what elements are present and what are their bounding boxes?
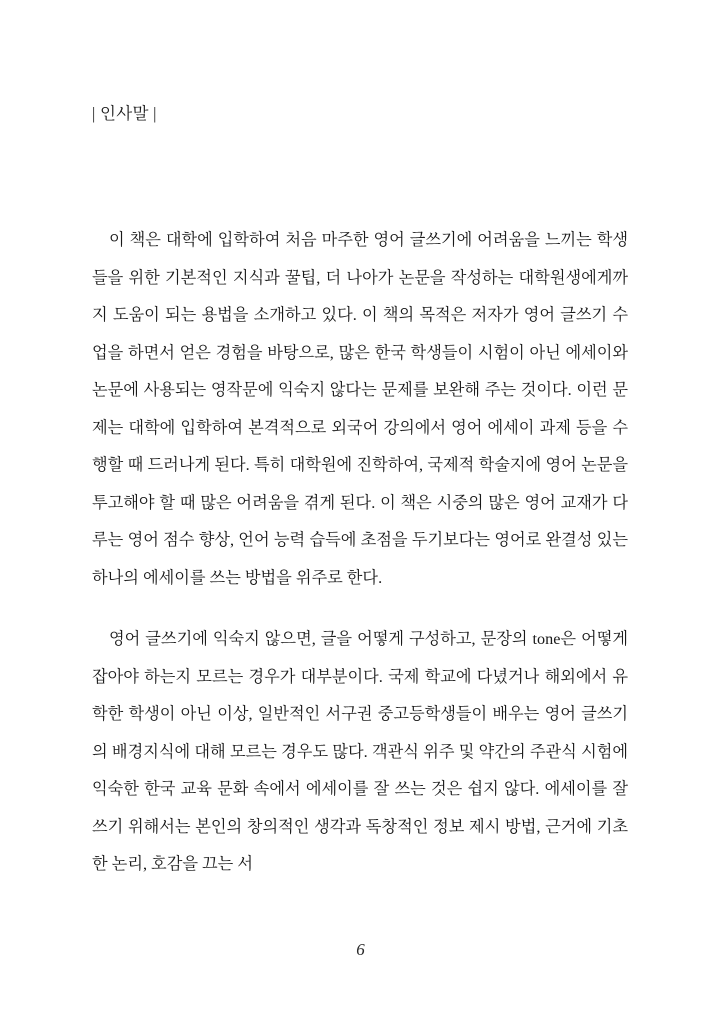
paragraph-1 [92, 222, 628, 597]
paragraph-2-text: 영어 글쓰기에 익숙지 않으면, 글을 어떻게 구성하고, 문장의 tone은 어떻게 잡아야 하는지 모르는 경우가 대부분이다. 국제 학교에 다녔거나 해외에서 유학한 학생이 아닌 이상, 일반적인 서구권 중고등학생들이 배우는 영어 글쓰기의 배경지식에 대해 모르는 경우도 많다. 객관식 위주 및 약간의 주관식 시험에 익숙한 한국 교육 문화 속에서 에세이를 잘 쓰는 것은 쉽지 않다. 에세이를 잘 쓰기 위해서는 본인의 창의적인 생각과 독창적인 정보 제시 방법, 근거에 기초한 논리, 호감을 끄는 서 [92, 630, 628, 873]
paragraph-1-text: 이 책은 대학에 입학하여 처음 마주한 영어 글쓰기에 어려움을 느끼는 학생들을 위한 기본적인 지식과 꿀팁, 더 나아가 논문을 작성하는 대학원생에게까지 도움이 되는 용법을 소개하고 있다. 이 책의 목적은 저자가 영어 글쓰기 수업을 하면서 얻은 경험을 바탕으로, 많은 한국 학생들이 시험이 아닌 에세이와 논문에 사용되는 영작문에 익숙지 않다는 문제를 보완해 주는 것이다. 이런 문제는 대학에 입학하여 본격적으로 외국어 강의에서 영어 에세이 과제 등을 수행할 때 드러나게 된다. 특히 대학원에 진학하여, 국제적 학술지에 영어 논문을 투고해야 할 때 많은 어려움을 겪게 된다. 이 책은 시중의 많은 영어 교재가 다루는 영어 점수 향상, 언어 능력 습득에 초점을 두기보다는 영어로 완결성 있는 하나의 에세이를 쓰는 방법을 위주로 한다. [92, 231, 628, 587]
body-text-block [92, 222, 628, 884]
section-header-greeting: | 인사말 | [92, 104, 157, 123]
page-number: 6 [356, 940, 365, 959]
paragraph-2 [92, 621, 628, 884]
